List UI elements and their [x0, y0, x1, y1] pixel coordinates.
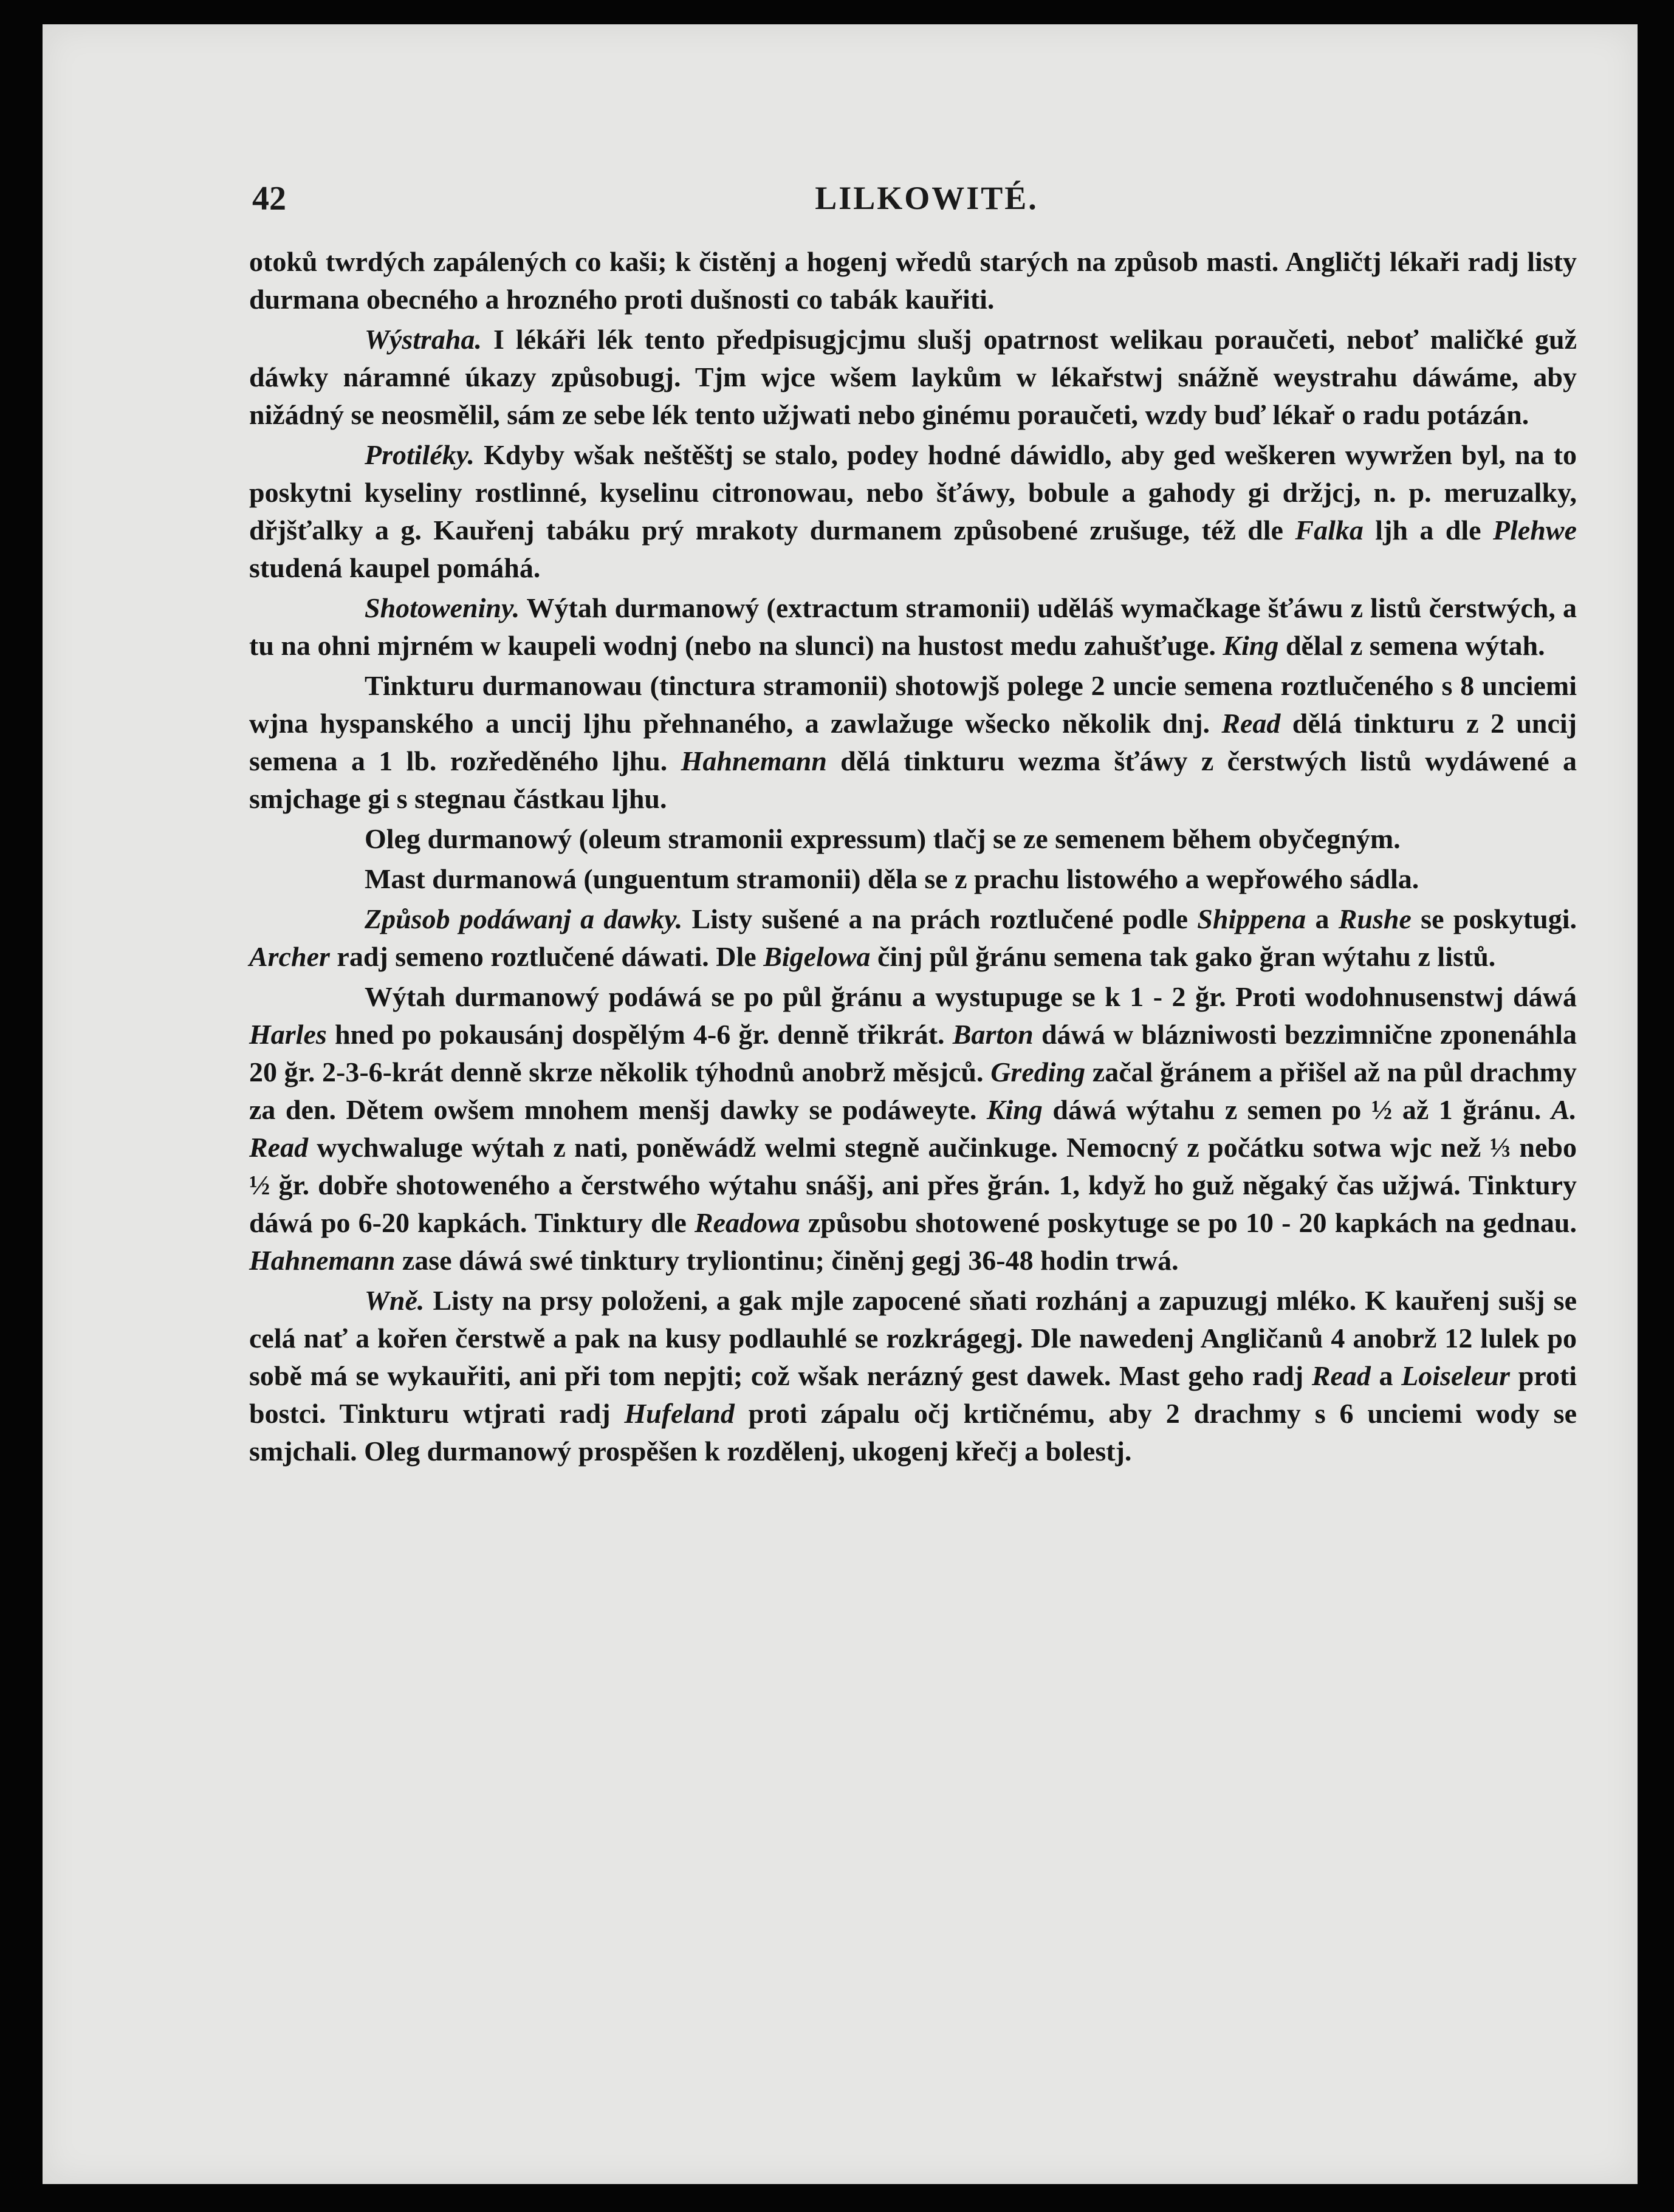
italic-text: Bigelowa — [763, 941, 871, 972]
italic-text: A. Read — [249, 1094, 1577, 1163]
italic-text: Shippena — [1197, 903, 1306, 934]
text-run: dáwá wýtahu z semen po ½ až 1 ğránu. — [1042, 1094, 1551, 1125]
paragraph — [249, 820, 1577, 858]
text-run: činj půl ğránu semena tak gako ğran wýtahu z listů. — [870, 941, 1496, 972]
page-number: 42 — [252, 180, 286, 217]
italic-text: Rushe — [1338, 903, 1412, 934]
text-run: Listy sušené a na prách roztlučené podle — [682, 903, 1198, 934]
text-run: proti bostci. Tinkturu wtjrati radj — [249, 1360, 1577, 1429]
paragraph — [249, 1282, 1577, 1470]
paragraph — [249, 436, 1577, 587]
italic-text: Protiléky. — [365, 439, 475, 470]
paragraph — [249, 978, 1577, 1279]
italic-text: Readowa — [694, 1207, 800, 1238]
text-run: Listy na prsy položeni, a gak mjle zapocené sňati rozhánj a zapuzugj mléko. K kauřenj sušj se celá nať a kořen čerstwě a pak na kusy podlauhlé se rozkrágegj. Dle nawedenj Angličanů 4 anobrž 12 lulek po sobě má se wykauřiti, ani při tom nepjti; což wšak nerázný gest dawek. Mast geho radj — [249, 1285, 1577, 1391]
book-page — [43, 24, 1638, 2184]
text-run: Mast durmanowá (unguentum stramonii) děla se z prachu listowého a wepřowého sádla. — [365, 863, 1419, 894]
italic-text: Greding — [990, 1056, 1086, 1087]
text-run: se poskytugi. — [1411, 903, 1577, 934]
paragraph — [249, 860, 1577, 898]
text-run: dělá tinkturu wezma šťáwy z čerstwých listů wydáwené a smjchage gi s stegnau částkau ljhu. — [249, 745, 1577, 814]
italic-text: Wně. — [365, 1285, 425, 1316]
text-run: dělal z semena wýtah. — [1278, 630, 1545, 661]
text-run: proti zápalu očj krtičnému, aby 2 drachmy s 6 unciemi wody se smjchali. Oleg durmanowý prospěšen k rozdělenj, ukogenj křečj a bolestj. — [249, 1398, 1577, 1467]
italic-text: Read — [1221, 708, 1281, 739]
text-run: ljh a dle — [1363, 515, 1494, 546]
italic-text: Falka — [1295, 515, 1364, 546]
italic-text: Loiseleur — [1401, 1360, 1511, 1391]
text-run: hned po pokausánj dospělým 4-6 ğr. denně třikrát. — [326, 1019, 953, 1050]
paragraph — [249, 667, 1577, 818]
text-run: zase dáwá swé tinktury tryliontinu; činěnj gegj 36-48 hodin trwá. — [395, 1245, 1179, 1276]
text-run: začal ğránem a přišel až na půl drachmy za den. Dětem owšem mnohem menšj dawky se podáweyte. — [249, 1056, 1577, 1125]
text-run: Wýtah durmanowý (extractum stramonii) uděláš wymačkage šťáwu z listů čerstwých, a tu na ohni mjrném w kaupeli wodnj (nebo na slunci) na hustost medu zahušťuge. — [249, 592, 1577, 661]
text-run: a — [1370, 1360, 1402, 1391]
italic-text: King — [1223, 630, 1279, 661]
italic-text: Read — [1311, 1360, 1371, 1391]
body-text — [249, 243, 1577, 1473]
text-run: radj semeno roztlučené dáwati. Dle — [329, 941, 764, 972]
italic-text: Hahnemann — [249, 1245, 396, 1276]
italic-text: Hahnemann — [681, 745, 827, 776]
text-run: Kdyby wšak neštěštj se stalo, podey hodné dáwidlo, aby ged weškeren wywržen byl, na to poskytni kyseliny rostlinné, kyselinu citronowau, nebo šťáwy, bobule a gahody gi držjcj, n. p. meruzalky, dřjšťalky a g. Kauřenj tabáku prý mrakoty durmanem způsobené zrušuge, též dle — [249, 439, 1577, 546]
italic-text: Archer — [249, 941, 330, 972]
paragraph — [249, 900, 1577, 976]
text-run: Wýtah durmanowý podáwá se po půl ğránu a wystupuge se k 1 - 2 ğr. Proti wodohnusenstwj dáwá — [365, 981, 1577, 1012]
paragraph — [249, 243, 1577, 318]
italic-text: Způsob podáwanj a dawky. — [365, 903, 683, 934]
italic-text: Hufeland — [624, 1398, 735, 1429]
running-title: LILKOWITÉ. — [815, 180, 1038, 216]
text-run: studená kaupel pomáhá. — [249, 552, 541, 583]
text-run: Tinkturu durmanowau (tinctura stramonii) shotowjš polege 2 uncie semena roztlučeného s 8 unciemi wjna hyspanského a uncij ljhu přehnaného, a zawlažuge wšecko několik dnj. — [249, 670, 1577, 739]
page-header — [252, 179, 1601, 234]
italic-text: Shotoweniny. — [365, 592, 520, 623]
text-run: I lékáři lék tento předpisugjcjmu slušj opatrnost welikau poraučeti, neboť maličké guž dáwky náramné úkazy způsobugj. Tjm wjce wšem laykům w lékařstwj snážně weystrahu dáwáme, aby nižádný se neosmělil, sám ze sebe lék tento užjwati nebo ginému poraučeti, wzdy buď lékař o radu potázán. — [249, 324, 1577, 430]
text-run: otoků twrdých zapálených co kaši; k čistěnj a hogenj wředů starých na způsob masti. Angličtj lékaři radj listy durmana obecného a hrozného proti dušnosti co tabák kauřiti. — [249, 246, 1577, 315]
italic-text: Plehwe — [1493, 515, 1577, 546]
italic-text: Wýstraha. — [365, 324, 482, 355]
text-run: dělá tinkturu z 2 uncij semena a 1 lb. rozředěného ljhu. — [249, 708, 1577, 776]
text-run: dáwá w blázniwosti bezzimnične zponenáhla 20 ğr. 2-3-6-krát denně skrze několik týhodnů anobrž měsjců. — [249, 1019, 1577, 1087]
text-run: a — [1306, 903, 1339, 934]
text-run: Oleg durmanowý (oleum stramonii expressum) tlačj se ze semenem během obyčegným. — [365, 823, 1401, 854]
paragraph — [249, 321, 1577, 434]
italic-text: Harles — [249, 1019, 327, 1050]
text-run: způsobu shotowené poskytuge se po 10 - 20 kapkách na gednau. — [800, 1207, 1577, 1238]
italic-text: Barton — [952, 1019, 1034, 1050]
italic-text: King — [986, 1094, 1043, 1125]
paragraph — [249, 589, 1577, 665]
text-run: wychwaluge wýtah z nati, poněwádž welmi stegně aučinkuge. Nemocný z počátku sotwa wjc než ⅓ nebo ½ ğr. dobře shotoweného a čerstwého wýtahu snášj, ani přes ğrán. 1, když ho guž něgaký čas užjwá. Tinktury dáwá po 6-20 kapkách. Tinktury dle — [249, 1132, 1577, 1238]
